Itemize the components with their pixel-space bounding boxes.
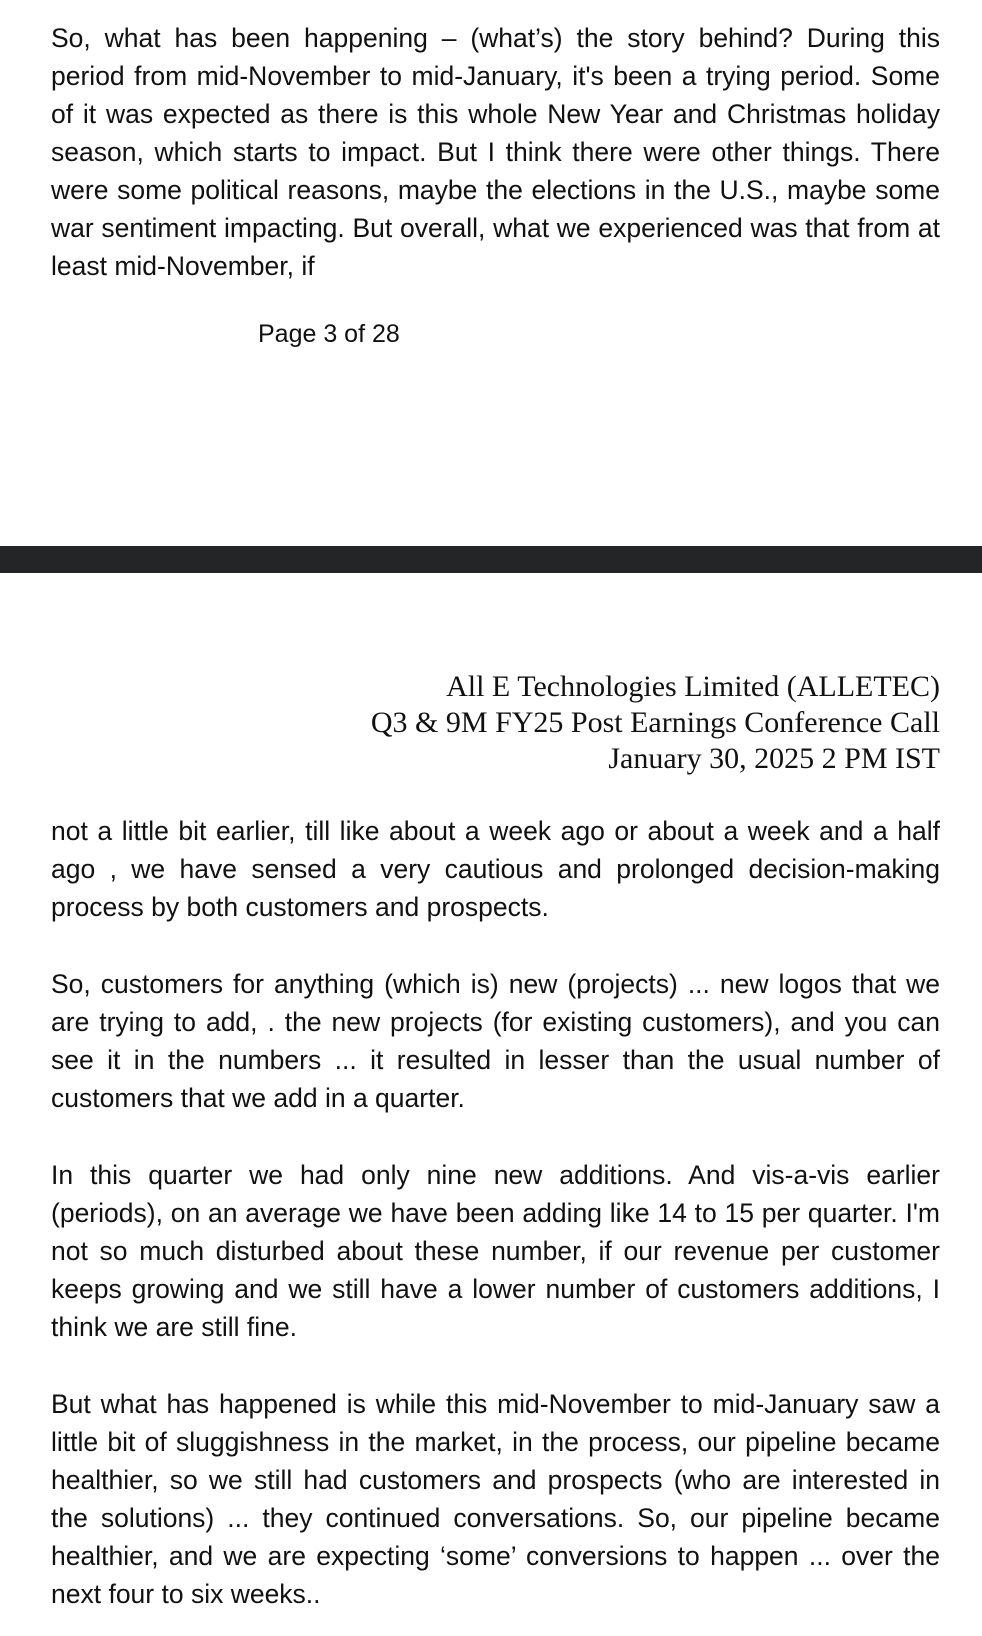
paragraph-pipeline: But what has happened is while this mid-November to mid-January saw a little bit of sluggishness in the market, in the process, our pipeline became healthier, so we still had customers and prospects (who are interested in the solutions) ... they continued conversations. So, our pipeline became healthier, and we are expecting ‘some’ conversions to happen ... over the next four to six weeks.. [51,1389,940,1609]
header-event: Q3 & 9M FY25 Post Earnings Conference Call [370,706,940,739]
paragraph-decision-making: not a little bit earlier, till like about a week ago or about a week and a half ago , we have sensed a very cautious and prolonged decision-making process by both customers and prospects. [51,816,940,922]
document-header [371,669,940,777]
continuation-paragraph: So, what has been happening – (what’s) the story behind? During this period from mid-November to mid-January, it's been a trying period. Some of it was expected as there is this whole New Year and Christmas holiday season, which starts to impact. But I think there were other things. There were some political reasons, maybe the elections in the U.S., maybe some war sentiment impacting. But overall, what we experienced was that from at least mid-November, if [51,23,940,281]
document-page-bottom [0,573,982,1636]
page-number: Page 3 of 28 [258,320,400,348]
paragraph-customer-additions: In this quarter we had only nine new additions. And vis-a-vis earlier (periods), on an average we have been adding like 14 to 15 per quarter. I'm not so much disturbed about these number, if our revenue per customer keeps growing and we still have a lower number of customers additions, I think we are still fine. [51,1160,940,1342]
paragraph-new-logos: So, customers for anything (which is) new (projects) ... new logos that we are trying to add, . the new projects (for existing customers), and you can see it in the numbers ... it resulted in lesser than the usual number of customers that we add in a quarter. [51,969,940,1113]
page-divider [0,546,982,573]
header-date: January 30, 2025 2 PM IST [608,742,940,775]
document-page-top [0,0,982,546]
header-company: All E Technologies Limited (ALLETEC) [446,670,940,703]
